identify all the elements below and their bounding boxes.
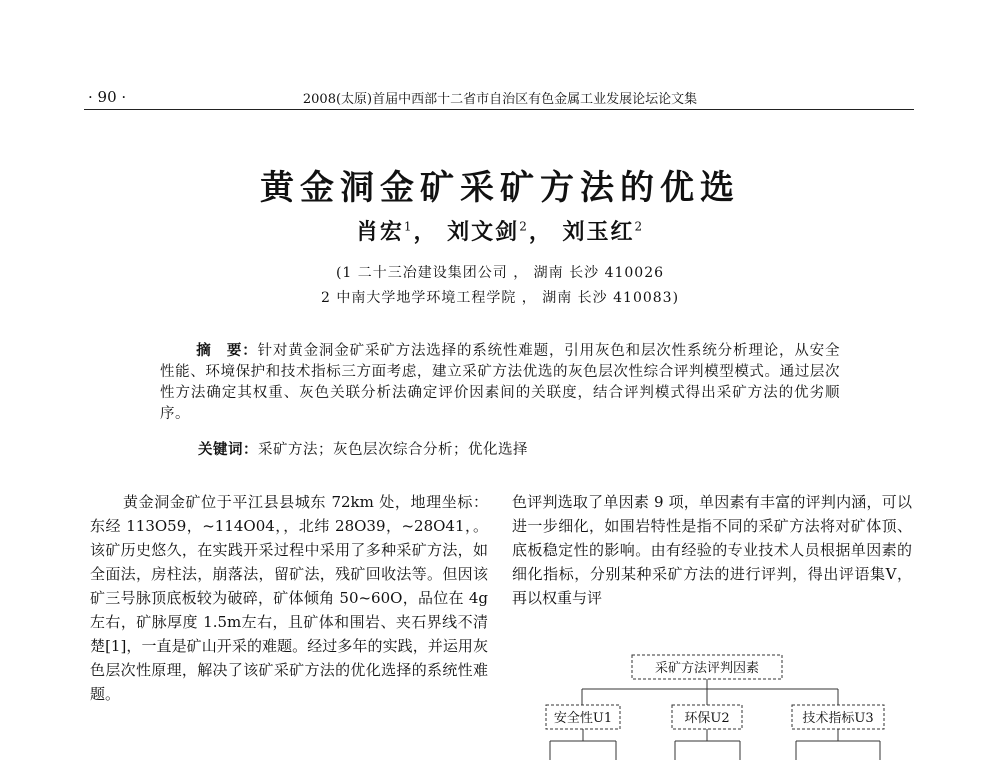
- abstract-label: 摘 要：: [196, 342, 258, 359]
- keywords-label: 关键词：: [198, 441, 258, 458]
- author-separator: ，: [528, 219, 553, 245]
- keywords: [198, 438, 528, 459]
- author-name: 刘玉红: [562, 219, 635, 245]
- author-name: 肖宏: [355, 219, 404, 245]
- author-separator: ，: [413, 219, 438, 245]
- diagram-child-label: 环保U2: [684, 711, 730, 726]
- page-number: · 90 ·: [88, 88, 127, 106]
- keywords-text: 采矿方法；灰色层次综合分析；优化选择: [258, 442, 528, 458]
- body-column-right: 色评判选取了单因素 9 项，单因素有丰富的评判内涵，可以进一步细化，如围岩特性是指不同的采矿方法将对矿体顶、底板稳定性的影响。由有经验的专业技术人员根据单因素的细化指标，分别某种采矿方法的进行评判，得出评语集V，再以权重与评: [512, 493, 912, 607]
- author-list: [0, 215, 1000, 246]
- body-column-left: 黄金洞金矿位于平江县县城东 72km 处，地理坐标：东经 113O59，~114O04，，北纬 28O39，~28O41，。该矿历史悠久，在实践开采过程中采用了多种采矿方法，如全面法，房柱法，崩落法，留矿法，残矿回收法等。但因该矿三号脉顶底板较为破碎，矿体倾角 50~60O，品位在 4g 左右，矿脉厚度 1.5m左右，且矿体和围岩、夹石界线不清楚[1]，一直是矿山开采的难题。经过多年的实践，并运用灰色层次性原理，解决了该矿采矿方法的优化选择的系统性难题。: [90, 493, 488, 703]
- paper-title: 黄金洞金矿采矿方法的优选: [260, 168, 740, 208]
- diagram-child-label: 安全性U1: [553, 711, 613, 726]
- running-header: 2008(太原)首届中西部十二省市自治区有色金属工业发展论坛论文集: [302, 92, 698, 107]
- abstract: [160, 340, 840, 425]
- abstract-text: 针对黄金洞金矿采矿方法选择的系统性难题，引用灰色和层次性系统分析理论，从安全性能、环境保护和技术指标三方面考虑，建立采矿方法优选的灰色层次性综合评判模型模式。通过层次性方法确定其权重、灰色关联分析法确定评价因素间的关联度，结合评判模式得出采矿方法的优劣顺序。: [160, 343, 840, 422]
- diagram-root-label: 采矿方法评判因素: [654, 661, 760, 676]
- affiliation-2: 2 中南大学地学环境工程学院 ， 湖南 长沙 410083): [320, 290, 680, 306]
- diagram-child-label: 技术指标U3: [802, 711, 874, 726]
- author-name: 刘文剑: [447, 219, 520, 245]
- author-affiliation-mark: 2: [519, 219, 529, 234]
- header-rule: [84, 109, 914, 110]
- author-affiliation-mark: 1: [403, 219, 414, 234]
- author-affiliation-mark: 2: [634, 219, 645, 234]
- evaluation-factor-diagram: [520, 645, 920, 760]
- affiliation-1: (1 二十三冶建设集团公司 ， 湖南 长沙 410026: [335, 265, 665, 281]
